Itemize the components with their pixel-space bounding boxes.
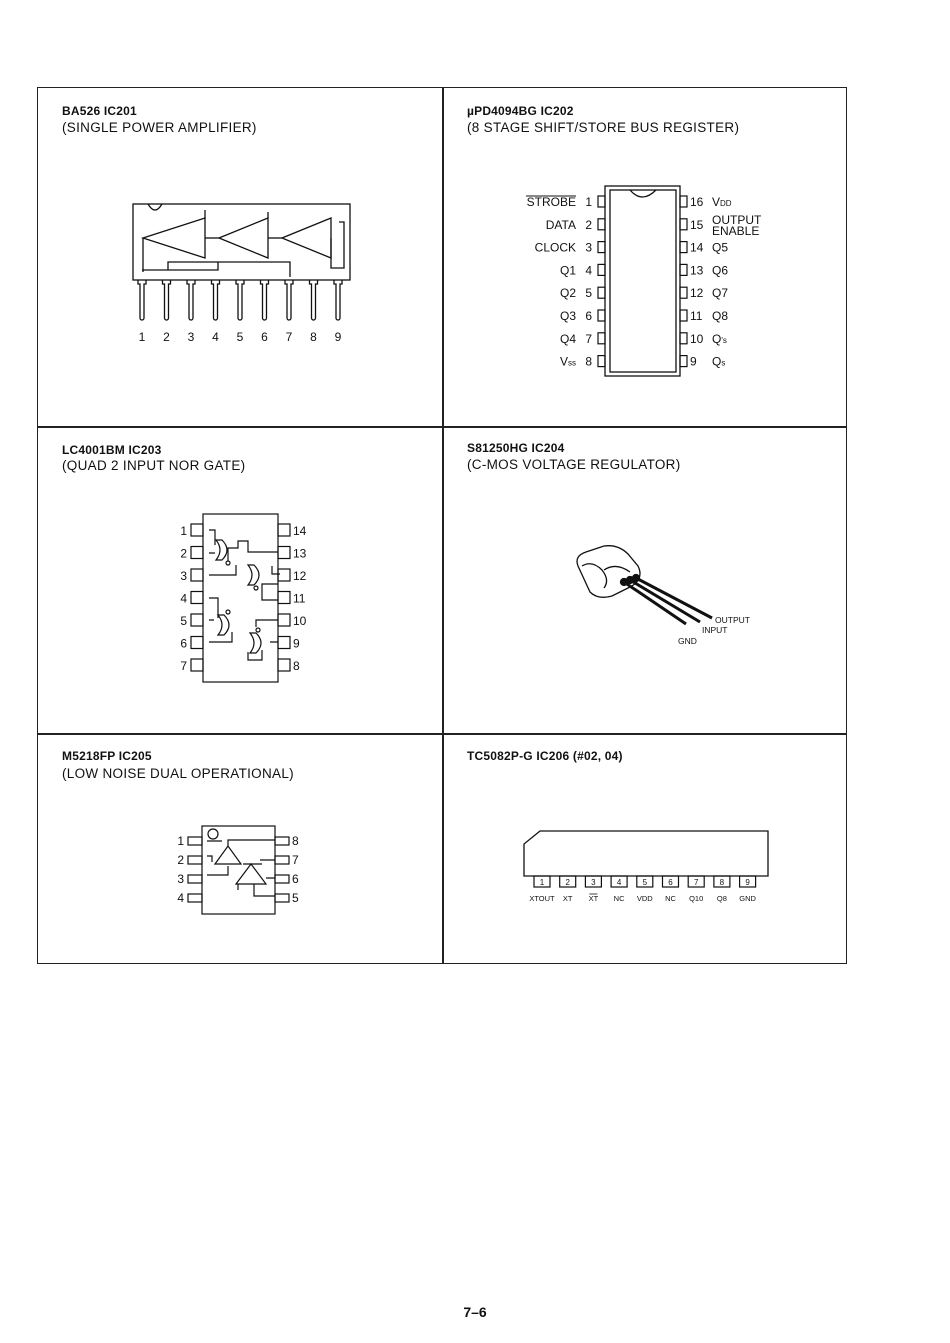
ic202-pin-label: DATA [545, 217, 576, 232]
ic204-subtitle: (C-MOS VOLTAGE REGULATOR) [467, 457, 681, 472]
ic201-title: BA526 IC201 [62, 104, 137, 118]
ic202-pin-number: 6 [585, 309, 592, 323]
ic202-subtitle: (8 STAGE SHIFT/STORE BUS REGISTER) [467, 120, 740, 135]
ic206-pin-label: XTOUT [529, 894, 555, 903]
ic206-pin-number: 7 [693, 878, 699, 887]
ic203-pin-number: 1 [180, 524, 187, 538]
ic205-pin-number: 3 [177, 872, 184, 886]
ic202-pin-label: Q7 [712, 286, 729, 301]
ic204-lead-gnd: GND [678, 636, 697, 646]
ic201-subtitle: (SINGLE POWER AMPLIFIER) [62, 120, 257, 135]
ic202-title: µPD4094BG IC202 [467, 104, 574, 118]
ic201-pin-number: 9 [334, 330, 342, 344]
ic202-pin-number: 1 [585, 195, 592, 209]
ic202-pin-label: Q5 [712, 240, 729, 255]
ic205-pin-number: 5 [292, 891, 299, 905]
ic202-pin-number: 11 [690, 309, 703, 323]
ic203-pin-number: 5 [180, 614, 187, 628]
ic201-pin-number: 4 [212, 330, 219, 344]
ic202-pin-label: VDD [712, 195, 732, 209]
ic203-pin-number: 14 [293, 524, 307, 538]
ic203-pin-number: 10 [293, 614, 307, 628]
ic203-pin-number: 8 [293, 659, 300, 673]
ic206-pin-label: XT [562, 894, 573, 903]
ic202-pin-label: Qs [712, 354, 726, 369]
ic206-pin-number: 5 [642, 878, 648, 887]
ic206-pin-number: 2 [565, 878, 570, 887]
ic203-subtitle: (QUAD 2 INPUT NOR GATE) [62, 458, 246, 473]
ic206-pin-number: 3 [591, 878, 596, 887]
ic202-pin-label: Q4 [559, 331, 576, 346]
ic201-pin-number: 2 [163, 330, 170, 344]
ic203-pin-number: 7 [180, 659, 187, 673]
ic203-title: LC4001BM IC203 [62, 443, 162, 457]
ic206-pin-number: 6 [668, 878, 673, 887]
ic202-pin-label: Vss [559, 354, 576, 369]
ic202-pin-label: ENABLE [712, 223, 760, 238]
ic202-pin-number: 4 [585, 263, 592, 278]
ic204-lead-input: INPUT [702, 625, 728, 635]
ic206-pin-number: 8 [719, 878, 725, 887]
ic206-pin-label: NC [613, 894, 625, 903]
ic202-pin-number: 5 [585, 286, 592, 301]
ic205-pin-number: 7 [292, 853, 299, 867]
ic205-pin-number: 4 [177, 891, 184, 905]
ic202-pin-label: OUTPUT [712, 212, 762, 227]
ic202-pin-number: 9 [690, 354, 697, 369]
ic205-subtitle: (LOW NOISE DUAL OPERATIONAL) [62, 766, 294, 781]
ic206-pin-label: XT [588, 894, 599, 903]
ic206-pin-number: 9 [745, 878, 750, 887]
ic203-pin-number: 13 [293, 546, 307, 561]
ic206-pin-label: Q10 [689, 894, 704, 903]
ic202-pin-label: Q's [712, 331, 727, 346]
ic202-pin-number: 14 [690, 240, 704, 255]
ic203-pin-number: 11 [293, 591, 306, 606]
ic202-pin-number: 2 [585, 217, 592, 232]
ic202-pin-label: Q3 [559, 309, 576, 323]
ic206-pin-label: NC [665, 894, 676, 903]
ic202-pin-number: 3 [585, 240, 592, 255]
ic204-lead-output: OUTPUT [715, 615, 750, 625]
ic202-pin-number: 7 [585, 331, 592, 346]
ic203-pin-number: 9 [293, 636, 300, 651]
ic201-pin-number: 1 [138, 330, 146, 344]
ic201-pin-number: 3 [187, 330, 195, 344]
ic206-pin-label: Q8 [716, 894, 727, 903]
ic203-pin-number: 4 [180, 591, 187, 606]
ic205-title: M5218FP IC205 [62, 749, 152, 763]
page-number: 7–6 [463, 1304, 487, 1320]
ic203-pin-number: 2 [180, 546, 187, 561]
ic205-pin-number: 2 [177, 853, 184, 867]
ic205-pin-number: 1 [177, 834, 184, 848]
ic203-pin-number: 12 [293, 569, 307, 583]
ic202-pin-label: Q2 [559, 286, 576, 301]
ic204-title: S81250HG IC204 [467, 441, 565, 455]
ic202-pin-number: 15 [690, 217, 704, 232]
ic203-pin-number: 3 [180, 569, 187, 583]
ic202-pin-label: STROBE [526, 195, 576, 209]
ic202-pin-number: 13 [690, 263, 704, 278]
ic202-pin-label: Q1 [559, 263, 576, 278]
ic205-pin-number: 8 [292, 834, 299, 848]
ic206-pin-number: 1 [539, 878, 545, 887]
ic202-pin-label: Q6 [712, 263, 729, 278]
ic206-pin-label: GND [739, 894, 756, 903]
ic206-pin-label: VDD [636, 894, 653, 903]
ic201-pin-number: 6 [261, 330, 268, 344]
ic206-title: TC5082P-G IC206 (#02, 04) [467, 749, 623, 763]
ic201-pin-number: 7 [285, 330, 293, 344]
ic202-pin-label: Q8 [712, 309, 729, 323]
ic201-pin-number: 5 [236, 330, 244, 344]
ic202-pin-number: 12 [690, 286, 704, 301]
ic203-pin-number: 6 [180, 636, 187, 651]
ic201-pin-number: 8 [310, 330, 317, 344]
ic205-pin-number: 6 [292, 872, 299, 886]
ic206-pin-number: 4 [616, 878, 622, 887]
ic202-pin-number: 16 [690, 195, 704, 209]
ic202-pin-number: 10 [690, 331, 704, 346]
ic202-pin-number: 8 [585, 354, 592, 369]
ic202-pin-label: CLOCK [534, 240, 576, 255]
